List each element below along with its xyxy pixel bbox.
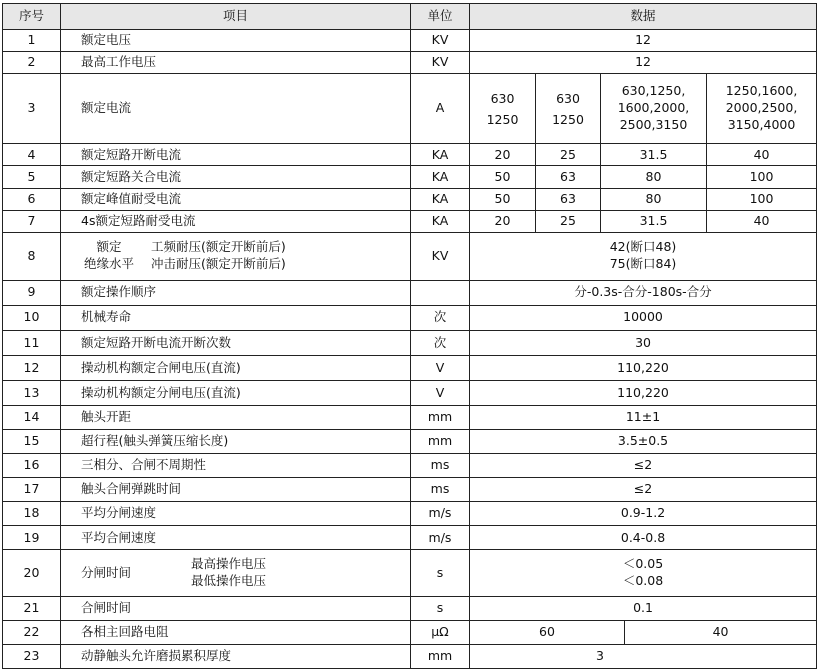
row-item: 额定短路开断电流开断次数 (61, 330, 411, 355)
row-no: 13 (3, 381, 61, 406)
value-line: 1600,2000, (617, 100, 690, 116)
table-row (3, 596, 817, 620)
row-value: 110,220 (470, 355, 817, 380)
row-value: 分-0.3s-合分-180s-合分 (470, 280, 817, 305)
row-item: 最高工作电压 (61, 52, 411, 74)
header-row (3, 4, 817, 30)
table-row (3, 355, 817, 380)
table-row (3, 406, 817, 430)
value-line: 42(断口48) (609, 239, 677, 255)
row-item: 各相主回路电阻 (61, 620, 411, 644)
row-unit: KA (411, 188, 470, 210)
row-item: 额定短路关合电流 (61, 166, 411, 188)
row-item: 额定电压 (61, 30, 411, 52)
row-unit: s (411, 550, 470, 596)
row-no: 2 (3, 52, 61, 74)
row-value: 0.1 (470, 596, 817, 620)
group-label (67, 239, 151, 273)
row-unit: KA (411, 210, 470, 232)
row-value: 11±1 (470, 406, 817, 430)
row-value: 12 (470, 30, 817, 52)
row-value-col4: 100 (707, 188, 817, 210)
row-value-col4 (707, 74, 817, 144)
table-row (3, 526, 817, 550)
row-item: 机械寿命 (61, 305, 411, 330)
row-value-col1 (470, 74, 536, 144)
row-no: 11 (3, 330, 61, 355)
row-value (470, 232, 817, 280)
row-value-col2 (536, 74, 601, 144)
row-item-group (61, 550, 411, 596)
row-item: 操动机构额定合闸电压(直流) (61, 355, 411, 380)
insulation-group (67, 239, 406, 273)
row-no: 12 (3, 355, 61, 380)
row-value: 10000 (470, 305, 817, 330)
table-row (3, 232, 817, 280)
row-item: 动静触头允许磨损累积厚度 (61, 644, 411, 668)
row-item: 额定短路开断电流 (61, 144, 411, 166)
table-row (3, 144, 817, 166)
row-value: 12 (470, 52, 817, 74)
row-item-group (61, 232, 411, 280)
row-unit: KA (411, 166, 470, 188)
row-unit (411, 280, 470, 305)
row-value-col4: 100 (707, 166, 817, 188)
group-item: 最高操作电压 (191, 556, 267, 572)
row-item: 额定操作顺序 (61, 280, 411, 305)
row-no: 9 (3, 280, 61, 305)
row-value: ≤2 (470, 454, 817, 478)
value-line: 2500,3150 (619, 117, 688, 133)
group-items (191, 556, 266, 590)
row-value: 0.9-1.2 (470, 502, 817, 526)
header-data: 数据 (470, 4, 817, 30)
row-no: 5 (3, 166, 61, 188)
row-unit: A (411, 74, 470, 144)
value-line: ＜0.08 (622, 573, 664, 589)
row-no: 20 (3, 550, 61, 596)
value-line: 1250,1600, (725, 83, 798, 99)
row-value: 30 (470, 330, 817, 355)
row-item: 触头合闸弹跳时间 (61, 478, 411, 502)
row-no: 17 (3, 478, 61, 502)
row-unit: 次 (411, 330, 470, 355)
row-no: 22 (3, 620, 61, 644)
row-unit: KV (411, 232, 470, 280)
table-row (3, 188, 817, 210)
row-item: 平均分闸速度 (61, 502, 411, 526)
row-item: 4s额定短路耐受电流 (61, 210, 411, 232)
table-row (3, 478, 817, 502)
group-item: 最低操作电压 (191, 573, 267, 589)
value-line: 630 (490, 90, 515, 106)
group-item: 工频耐压(额定开断前后) (151, 239, 286, 255)
group-item: 冲击耐压(额定开断前后) (151, 256, 286, 272)
row-value-col1: 20 (470, 210, 536, 232)
row-item: 触头开距 (61, 406, 411, 430)
row-unit: KV (411, 52, 470, 74)
row-value-col2: 63 (536, 188, 601, 210)
row-unit: m/s (411, 526, 470, 550)
table-row (3, 30, 817, 52)
row-item: 额定峰值耐受电流 (61, 188, 411, 210)
group-label-line: 额定 (96, 239, 122, 255)
row-value-col4: 40 (707, 144, 817, 166)
table-row (3, 52, 817, 74)
row-value-col1: 50 (470, 188, 536, 210)
group-label-line: 绝缘水平 (83, 256, 134, 272)
table-row (3, 620, 817, 644)
row-value: ≤2 (470, 478, 817, 502)
value-line: ＜0.05 (622, 556, 664, 572)
table-row (3, 166, 817, 188)
table-row (3, 210, 817, 232)
row-unit: KA (411, 144, 470, 166)
value-line: 1250 (486, 111, 519, 127)
row-value-col3 (601, 74, 707, 144)
row-unit: 次 (411, 305, 470, 330)
group-label: 分闸时间 (81, 564, 132, 580)
row-no: 7 (3, 210, 61, 232)
row-item: 额定电流 (61, 74, 411, 144)
row-unit: ms (411, 454, 470, 478)
table-row (3, 280, 817, 305)
row-no: 16 (3, 454, 61, 478)
row-unit: V (411, 381, 470, 406)
row-no: 10 (3, 305, 61, 330)
header-no: 序号 (3, 4, 61, 30)
table-row (3, 381, 817, 406)
row-value (470, 550, 817, 596)
row-value-col3: 80 (601, 188, 707, 210)
value-line: 2000,2500, (725, 100, 798, 116)
group-items (151, 239, 286, 273)
table-row (3, 502, 817, 526)
row-value-col3: 31.5 (601, 144, 707, 166)
row-item: 操动机构额定分闸电压(直流) (61, 381, 411, 406)
row-unit: KV (411, 30, 470, 52)
table-row (3, 550, 817, 596)
row-value: 0.4-0.8 (470, 526, 817, 550)
row-unit: μΩ (411, 620, 470, 644)
row-no: 4 (3, 144, 61, 166)
row-no: 8 (3, 232, 61, 280)
table-row (3, 644, 817, 668)
table-row (3, 454, 817, 478)
header-item: 项目 (61, 4, 411, 30)
value-line: 630,1250, (621, 83, 686, 99)
row-no: 18 (3, 502, 61, 526)
row-value-col2: 25 (536, 144, 601, 166)
row-value: 3 (470, 644, 817, 668)
row-no: 21 (3, 596, 61, 620)
row-no: 3 (3, 74, 61, 144)
row-no: 19 (3, 526, 61, 550)
row-item: 超行程(触头弹簧压缩长度) (61, 430, 411, 454)
row-no: 14 (3, 406, 61, 430)
row-value-col3: 80 (601, 166, 707, 188)
row-value-col1: 50 (470, 166, 536, 188)
row-value-col2: 63 (536, 166, 601, 188)
row-unit: mm (411, 406, 470, 430)
row-no: 6 (3, 188, 61, 210)
value-line: 1250 (552, 111, 584, 127)
value-line: 75(断口84) (609, 256, 677, 272)
row-value-col1: 60 (470, 620, 625, 644)
row-no: 15 (3, 430, 61, 454)
row-unit: V (411, 355, 470, 380)
table-row (3, 305, 817, 330)
value-line: 630 (556, 90, 580, 106)
row-value-col4: 40 (707, 210, 817, 232)
row-no: 1 (3, 30, 61, 52)
row-unit: m/s (411, 502, 470, 526)
row-value-col2: 25 (536, 210, 601, 232)
row-no: 23 (3, 644, 61, 668)
row-unit: mm (411, 644, 470, 668)
row-item: 平均合闸速度 (61, 526, 411, 550)
specifications-table (2, 3, 817, 669)
row-value-col3: 31.5 (601, 210, 707, 232)
row-unit: s (411, 596, 470, 620)
row-unit: mm (411, 430, 470, 454)
row-value-col1: 20 (470, 144, 536, 166)
row-value: 3.5±0.5 (470, 430, 817, 454)
row-value-col2: 40 (625, 620, 817, 644)
row-item: 合闸时间 (61, 596, 411, 620)
table-row (3, 430, 817, 454)
header-unit: 单位 (411, 4, 470, 30)
table-row (3, 330, 817, 355)
row-item: 三相分、合闸不周期性 (61, 454, 411, 478)
value-line: 3150,4000 (727, 117, 796, 133)
opening-time-group (81, 556, 406, 590)
row-unit: ms (411, 478, 470, 502)
row-value: 110,220 (470, 381, 817, 406)
table-row (3, 74, 817, 144)
